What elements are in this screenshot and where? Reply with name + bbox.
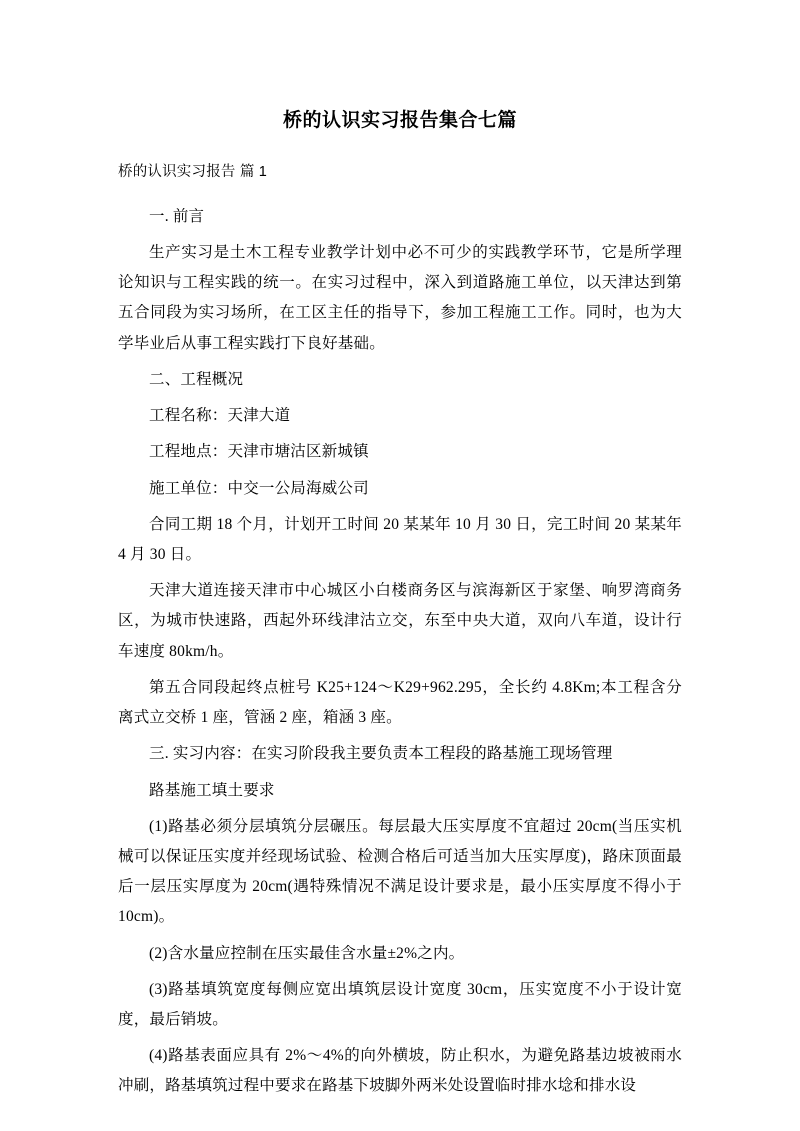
body-paragraph: 天津大道连接天津市中心城区小白楼商务区与滨海新区于家堡、响罗湾商务区，为城市快速路，西起外环线津沽立交，东至中央大道，双向八车道，设计行车速度 80km/h。 — [118, 582, 682, 660]
body-paragraph: (2)含水量应控制在压实最佳含水量±2%之内。 — [149, 944, 465, 962]
body-paragraph: 工程名称：天津大道 — [149, 407, 291, 425]
body-paragraph: (4)路基表面应具有 2%～4%的向外横坡，防止积水，为避免路基边坡被雨水冲刷，路基填筑过程中要求在路基下坡脚外两米处设置临时排水埝和排水设 — [118, 1047, 682, 1095]
body-paragraph: (1)路基必须分层填筑分层碾压。每层最大压实厚度不宜超过 20cm(当压实机械可以保证压实度并经现场试验、检测合格后可适当加大压实厚度)，路床顶面最后一层压实厚度为 20cm(遇特殊情况不满足设计要求是，最小压实厚度不得小于 10cm)。 — [118, 817, 682, 926]
body-paragraph: 施工单位：中交一公局海威公司 — [149, 479, 369, 497]
page-title: 桥的认识实习报告集合七篇 — [282, 110, 517, 131]
body-paragraph: 三. 实习内容：在实习阶段我主要负责本工程段的路基施工现场管理 — [149, 745, 613, 763]
body-paragraph: 二、工程概况 — [149, 370, 244, 388]
body-paragraph: 生产实习是土木工程专业教学计划中必不可少的实践教学环节，它是所学理论知识与工程实践的统一。在实习过程中，深入到道路施工单位，以天津达到第五合同段为实习场所，在工区主任的指导下，参加工程施工工作。同时，也为大学毕业后从事工程实践打下良好基础。 — [118, 244, 682, 352]
body-paragraph: 工程地点：天津市塘沽区新城镇 — [149, 443, 369, 461]
body-paragraph: 一. 前言 — [149, 207, 205, 225]
body-paragraph: 路基施工填土要求 — [149, 781, 275, 799]
body-paragraph: 合同工期 18 个月，计划开工时间 20 某某年 10 月 30 日，完工时间 20 某某年 4 月 30 日。 — [118, 515, 682, 563]
body-paragraph: 第五合同段起终点桩号 K25+124～K29+962.295，全长约 4.8Km;本工程含分离式立交桥 1 座，管涵 2 座，箱涵 3 座。 — [118, 678, 682, 727]
document-subtitle: 桥的认识实习报告 篇 1 — [118, 163, 268, 180]
document-body — [118, 202, 682, 1102]
body-paragraph: (3)路基填筑宽度每侧应宽出填筑层设计宽度 30cm，压实宽度不小于设计宽度，最后销坡。 — [118, 980, 682, 1029]
